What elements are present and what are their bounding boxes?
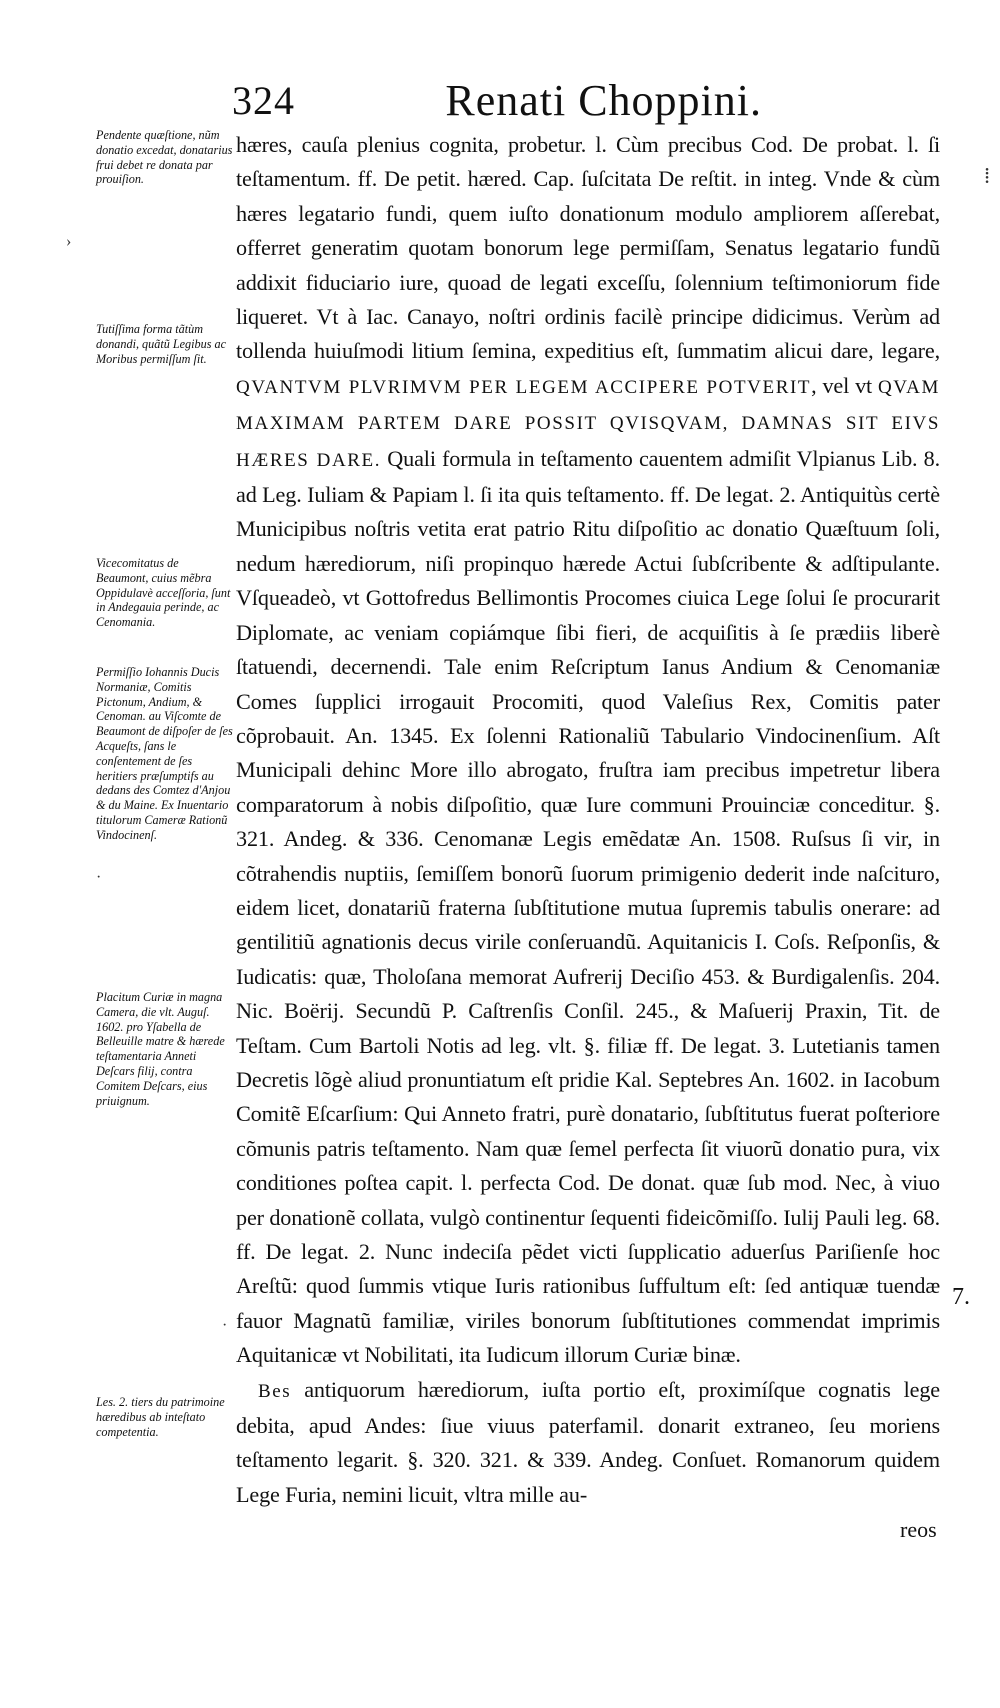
- paragraph-2-lead-word: Bes: [258, 1380, 292, 1402]
- running-title: Renati Choppini.: [445, 76, 762, 125]
- ink-speck-mark: ›: [66, 233, 72, 250]
- margin-note-2: Tutiſſima forma tãtùm donandi, quãtũ Legibus ac Moribus permiſſum ſit.: [96, 322, 226, 366]
- page-number: 324: [232, 78, 295, 123]
- ink-speck-mark: ·: [96, 869, 102, 886]
- margin-note-1: Pendente quæſtione, nũm donatio excedat, donatarius frui debet re donata par prouiſion.: [96, 128, 233, 187]
- connector-text: , vel vt: [811, 372, 873, 398]
- paragraph-1-continued: Quali formula in teſtamento cauentem admiſit Vlpianus Lib. 8. ad Leg. Iuliam & Papiam l. ſi ita quis teſtamento. ff. De legat. 2. Antiquitùs certè Municipibus noſtris vetita erat patrio Ritu diſpoſitio ac donatio Quæſtuum ſoli, nedum hærediorum, niſi propinquo hærede Actui ſubſcribente & adſtipulante. Vſqueadeò, vt Gottofredus Bellimontis Procomes ciuica Lege ſolui ſe procurarit Diplomate, ac veniam copiámque ſibi fieri, de acquiſitis à ſe prædiis liberè ſtatuendi, decernendi. Tale enim Reſcriptum Ianus Andium & Cenomaniæ Comes ſupplici irrogauit Procomiti, quod Valeſius Rex, Comitis pater cõprobauit. An. 1345. Ex ſolenni Rationaliũ Tabulario Vindocinenſium. Aſt Municipali dehinc More illo abrogato, fruſtra iam precibus impetretur libera comparatorum à nobis diſpoſitio, quæ Iure communi Prouinciæ conceditur. §. 321. Andeg. & 336. Cenomanæ Legis emẽdatæ An. 1508. Ruſsus ſi vir, in cõtrahendis nuptiis, ſemiſſem bonorũ ſuorum primigenio dederit inde naſcituro, eidem licet, donatariũ fraterna ſubſtitutione mutua ſupremis tabulis onerare: ad gentilitiũ agnationis decus virile conſeruandũ. Aquitanicis I. Coſs. Reſponſis, & Iudicatis: quæ, Tholoſana memorat Aufrerij Deciſio 453. & Burdigalenſis. 204. Nic. Boërij. Secundũ P. Caſtrenſis Conſil. 245., & Maſuerij Praxin, Tit. de Teſtam. Cum Bartoli Notis ad leg. vlt. §. filiæ ff. De legat. 3. Lutetianis tamen Decretis lõgè aliud pronuntiatum eſt pridie Kal. Septebres An. 1602. in Iacobum Comitẽ Eſcarſium: Qui Anneto fratri, purè donatario, ſubſtitutus fuerat poſteriore cõmunis patris teſtamento. Nam quæ ſemel perfecta ſit viuorũ donatio pura, vix conditiones poſtea capit. l. perfecta Cod. De donat. quæ ſub mod. Nec, à viuo per donationẽ collata, vulgò continentur ſequenti fideicõmiſſo. Iulij Pauli leg. 68. ff. De legat. 2. Nunc indeciſa pẽdet victi ſupplicatio aduerſus Pariſienſe hoc Areſtũ: quod ſummis vtique Iuris rationibus ſuffultum eſt: ſed antiquæ tuendæ fauor Magnatũ familiæ, viriles bonorum ſubſtitutiones commendat imprimis Aquitanicæ vt Nobilitati, ita Iudicum illorum Curiæ binæ.: [236, 445, 940, 1368]
- paragraph-1: [236, 128, 940, 1373]
- paragraph-2-text: antiquorum hærediorum, iuſta portio eſt, proximíſque cognatis lege debita, apud Andes: ſiue viuus paterfamil. donarit extraneo, ſeu moriens teſtamento legarit. §. 320. 321. & 339. Andeg. Conſuet. Romanorum quidem Lege Furia, nemini licuit, vltra mille au-: [236, 1376, 940, 1507]
- paragraph-2: [236, 1373, 940, 1513]
- paragraph-1-text: hæres, cauſa plenius cognita, probetur. l. Cùm precibus Cod. De probat. l. ſi teſtamentum. ff. De petit. hæred. Cap. ſuſcitata De reſtit. in integ. Vnde & cùm hæres legatario fundi, quem iuſto donationum modulo ampliorem aſſerebat, offerret generatim quotam bonorum lege permiſſam, Senatus legatario fundũ addixit fiduciario iure, quoad de legati exceſſu, ſolennium teſtimoniorum fide liqueret. Vt à Iac. Canayo, noſtri ordinis facilè principe didicimus. Verùm ad tollenda huiuſmodi litium ſemina, expeditius eſt, ſummatim alicui dare, legare,: [236, 132, 940, 364]
- main-text-column: [236, 128, 940, 1512]
- catchword: reos: [900, 1517, 937, 1542]
- margin-note-6: Les. 2. tiers du patrimoine hæredibus ab inteſtato competentia.: [96, 1395, 225, 1439]
- page-header: [232, 78, 772, 124]
- small-caps-formula-2: QVAM MAXIMAM PARTEM DARE POSSIT QVISQVAM, DAMNAS SIT EIVS HÆRES DARE.: [236, 376, 940, 471]
- margin-note-4: Permiſſio Iohannis Ducis Normaniæ, Comitis Pictonum, Andium, & Cenoman. au Viſcomte de Beaumont de diſpoſer de ſes Acqueſts, ſans le conſentement de ſes heritiers præſumptifs au dedans des Comtez d'Anjou & du Maine. Ex Inuentario titulorum Cameræ Rationũ Vindocinenſ.: [96, 665, 233, 842]
- small-caps-formula-1: QVANTVM PLVRIMVM PER LEGEM ACCIPERE POTVERIT: [236, 376, 812, 398]
- binding-edge-mark: ⁞: [984, 163, 991, 188]
- margin-note-3: Vicecomitatus de Beaumont, cuius mẽbra Oppidulavè acceſſoria, ſunt in Andegauia perinde, ac Cenomania.: [96, 556, 231, 630]
- paragraph-side-number: 7.: [952, 1284, 970, 1310]
- ink-speck-mark: ·: [222, 1317, 228, 1334]
- margin-note-5: Placitum Curiæ in magna Camera, die vlt. Auguſ. 1602. pro Yſabella de Belleuille matre & hærede teſtamentaria Anneti Deſcars filij, contra Comitem Deſcars, eius priuignum.: [96, 990, 225, 1108]
